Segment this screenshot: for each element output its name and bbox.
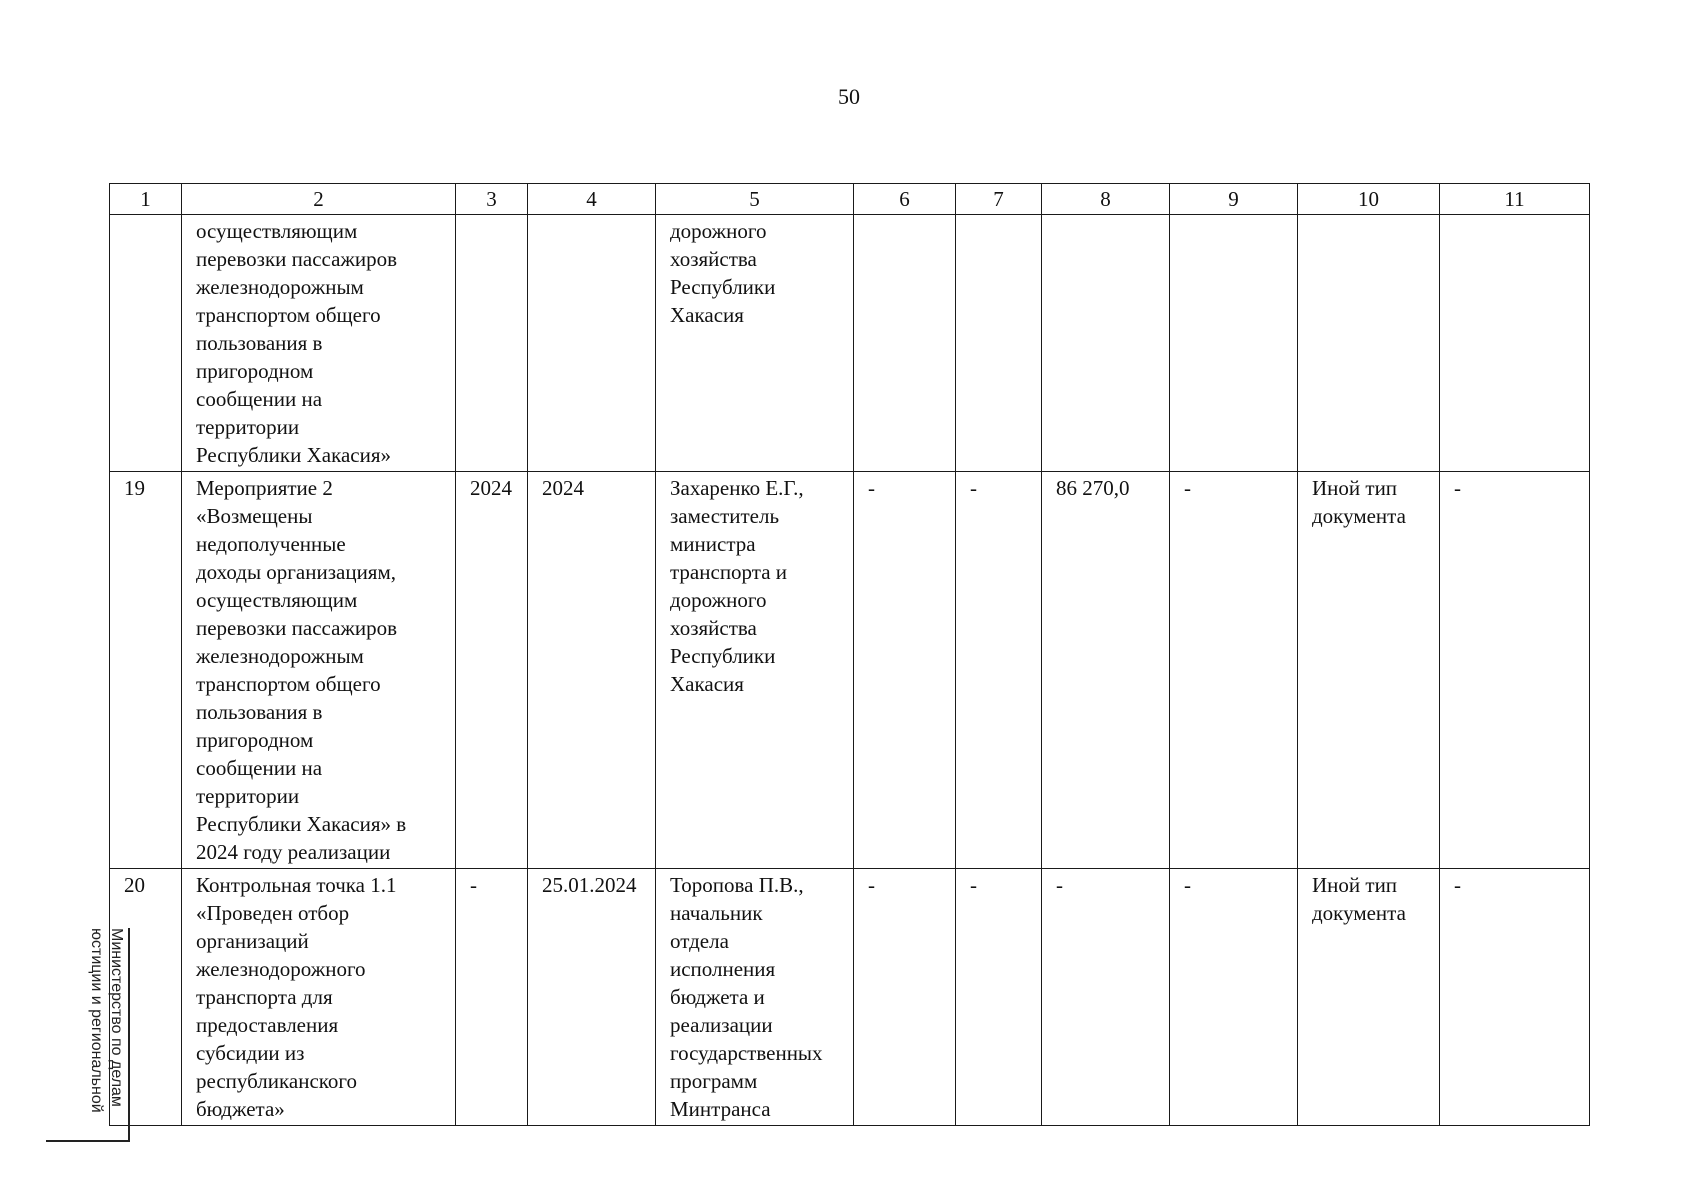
text-line: железнодорожным: [196, 644, 364, 668]
ministry-stamp: [46, 928, 130, 1142]
text-line: министра: [670, 532, 756, 556]
cell-year-start: -: [456, 869, 528, 1126]
text-line: транспортом общего: [196, 303, 381, 327]
text-line: Мероприятие 2: [196, 476, 333, 500]
cell-number: 20: [110, 869, 182, 1126]
text-line: бюджета»: [196, 1097, 285, 1121]
text-line: пригородном: [196, 728, 314, 752]
text-line: осуществляющим: [196, 219, 358, 243]
page-number: 50: [838, 84, 860, 109]
header-cell-10: 10: [1298, 184, 1440, 215]
table-header-row: [110, 184, 1590, 215]
text-line: реализации: [670, 1013, 773, 1037]
text-line: 2024 году реализации: [196, 840, 391, 864]
cell-date: 2024: [528, 472, 656, 869]
cell-col11: -: [1440, 869, 1590, 1126]
text-line: хозяйства: [670, 247, 757, 271]
text-line: Республики Хакасия»: [196, 443, 392, 467]
text-line: программ: [670, 1069, 758, 1093]
stamp-text: [46, 928, 128, 1140]
text-line: Иной тип: [1312, 873, 1398, 897]
cell-doc-type: [1298, 215, 1440, 472]
text-line: начальник: [670, 901, 763, 925]
header-cell-8: 8: [1042, 184, 1170, 215]
header-cell-6: 6: [854, 184, 956, 215]
text-line: организаций: [196, 929, 309, 953]
header-cell-11: 11: [1440, 184, 1590, 215]
cell-col9: -: [1170, 869, 1298, 1126]
text-line: Иной тип: [1312, 476, 1398, 500]
text-line: хозяйства: [670, 616, 757, 640]
text-line: транспорта и: [670, 560, 788, 584]
text-line: Захаренко Е.Г.,: [670, 476, 804, 500]
cell-col9: -: [1170, 472, 1298, 869]
cell-col11: -: [1440, 472, 1590, 869]
cell-responsible: [656, 215, 854, 472]
text-line: перевозки пассажиров: [196, 616, 398, 640]
text-line: доходы организациям,: [196, 560, 397, 584]
cell-doc-type: [1298, 869, 1440, 1126]
text-line: дорожного: [670, 219, 767, 243]
text-line: республиканского: [196, 1069, 357, 1093]
text-line: железнодорожного: [196, 957, 366, 981]
text-line: документа: [1312, 504, 1406, 528]
cell-col7: -: [956, 472, 1042, 869]
text-line: «Возмещены: [196, 504, 313, 528]
cell-col7: -: [956, 869, 1042, 1126]
text-line: пригородном: [196, 359, 314, 383]
cell-date: [528, 215, 656, 472]
cell-responsible: [656, 472, 854, 869]
text-line: пользования в: [196, 700, 323, 724]
cell-number: 19: [110, 472, 182, 869]
cell-description: [182, 215, 456, 472]
text-line: документа: [1312, 901, 1406, 925]
text-line: перевозки пассажиров: [196, 247, 398, 271]
stamp-line: Министерство по делам: [108, 928, 125, 1107]
document-table: [109, 183, 1590, 1126]
text-line: «Проведен отбор: [196, 901, 350, 925]
cell-number: [110, 215, 182, 472]
cell-col6: -: [854, 869, 956, 1126]
text-line: Торопова П.В.,: [670, 873, 804, 897]
text-line: сообщении на: [196, 387, 323, 411]
text-line: сообщении на: [196, 756, 323, 780]
cell-col9: [1170, 215, 1298, 472]
cell-col6: [854, 215, 956, 472]
text-line: Республики: [670, 644, 776, 668]
text-line: осуществляющим: [196, 588, 358, 612]
header-cell-2: 2: [182, 184, 456, 215]
cell-col7: [956, 215, 1042, 472]
cell-amount: -: [1042, 869, 1170, 1126]
cell-date: 25.01.2024: [528, 869, 656, 1126]
text-line: Контрольная точка 1.1: [196, 873, 397, 897]
cell-doc-type: [1298, 472, 1440, 869]
text-line: Республики Хакасия» в: [196, 812, 407, 836]
header-cell-1: 1: [110, 184, 182, 215]
cell-description: [182, 869, 456, 1126]
header-cell-9: 9: [1170, 184, 1298, 215]
cell-col8: [1042, 215, 1170, 472]
text-line: территории: [196, 784, 300, 808]
text-line: Хакасия: [670, 672, 744, 696]
text-line: заместитель: [670, 504, 780, 528]
text-line: отдела: [670, 929, 729, 953]
cell-responsible: [656, 869, 854, 1126]
stamp-line: юстиции и региональной: [88, 928, 105, 1113]
text-line: субсидии из: [196, 1041, 305, 1065]
cell-year-start: 2024: [456, 472, 528, 869]
text-line: железнодорожным: [196, 275, 364, 299]
table-row: [110, 215, 1590, 472]
text-line: недополученные: [196, 532, 346, 556]
cell-amount: 86 270,0: [1042, 472, 1170, 869]
text-line: Хакасия: [670, 303, 744, 327]
cell-year-start: [456, 215, 528, 472]
header-cell-4: 4: [528, 184, 656, 215]
header-cell-5: 5: [656, 184, 854, 215]
text-line: дорожного: [670, 588, 767, 612]
text-line: Республики: [670, 275, 776, 299]
header-cell-3: 3: [456, 184, 528, 215]
text-line: транспортом общего: [196, 672, 381, 696]
text-line: предоставления: [196, 1013, 339, 1037]
cell-col11: [1440, 215, 1590, 472]
text-line: территории: [196, 415, 300, 439]
table-row: [110, 869, 1590, 1126]
text-line: государственных: [670, 1041, 823, 1065]
text-line: Минтранса: [670, 1097, 771, 1121]
text-line: транспорта для: [196, 985, 333, 1009]
header-cell-7: 7: [956, 184, 1042, 215]
text-line: исполнения: [670, 957, 776, 981]
text-line: бюджета и: [670, 985, 765, 1009]
table-row: [110, 472, 1590, 869]
cell-col6: -: [854, 472, 956, 869]
cell-description: [182, 472, 456, 869]
text-line: пользования в: [196, 331, 323, 355]
